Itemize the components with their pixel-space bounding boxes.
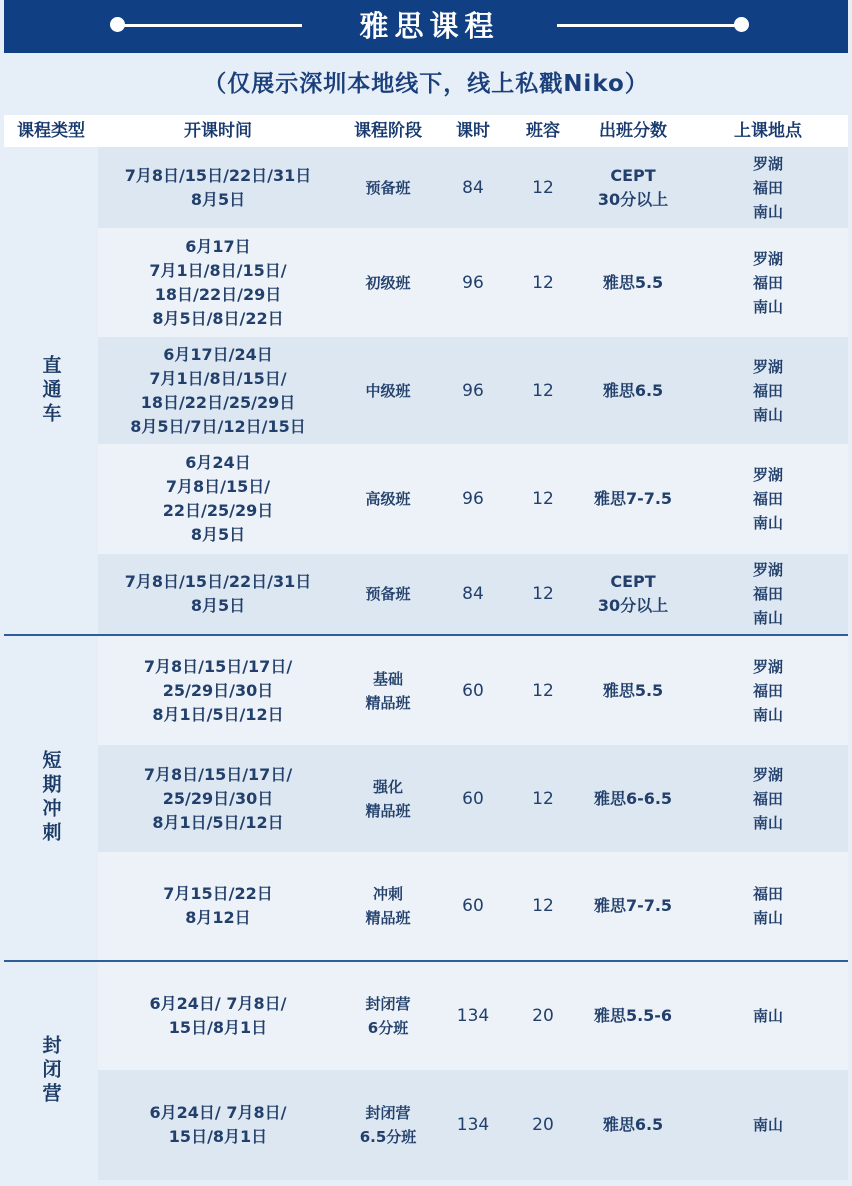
table-row [98, 636, 848, 745]
location-cell: 罗湖 福田 南山 [752, 466, 783, 532]
table-row [98, 147, 848, 228]
hours-cell: 96 [462, 489, 484, 509]
class-size-cell: 12 [532, 788, 554, 809]
score-cell: 雅思6.5 [602, 380, 664, 400]
table-row [98, 228, 848, 337]
hours-cell: 96 [462, 380, 484, 401]
location-cell: 南山 [752, 1007, 783, 1025]
stage-cell: 初级班 [365, 273, 411, 292]
column-header-score: 出班分数 [599, 121, 667, 141]
location-cell: 罗湖 福田 南山 [752, 561, 783, 627]
banner-line-right [557, 24, 742, 27]
start-date-cell: 7月8日/15日/17日/ 25/29日/30日 8月1日/5日/12日 [143, 764, 293, 832]
column-header-hours: 课时 [456, 121, 490, 141]
column-header-size: 班容 [526, 121, 560, 141]
hours-cell: 134 [456, 1115, 490, 1135]
start-date-cell: 6月24日/ 7月8日/ 15日/8月1日 [149, 1103, 287, 1146]
stage-cell: 预备班 [365, 178, 411, 197]
table-row [98, 745, 848, 852]
column-header-place: 上课地点 [734, 121, 802, 141]
hours-cell: 60 [462, 896, 484, 916]
page-title: 雅思课程 [359, 9, 500, 43]
category-cell [4, 962, 98, 1180]
class-size-cell: 20 [532, 1006, 554, 1026]
score-cell: 雅思5.5-6 [593, 1006, 673, 1025]
start-date-cell: 6月24日 7月8日/15日/ 22日/25/29日 8月5日 [162, 453, 274, 544]
class-size-cell: 20 [532, 1115, 554, 1135]
stage-cell: 封闭营 6.5分班 [359, 1104, 417, 1146]
stage-cell: 预备班 [365, 585, 411, 603]
class-size-cell: 12 [532, 896, 554, 916]
score-cell: 雅思7-7.5 [593, 489, 673, 508]
score-cell: 雅思7-7.5 [593, 896, 673, 915]
location-cell: 福田 南山 [752, 885, 783, 927]
banner-line-left [116, 24, 302, 27]
page-subtitle: （仅展示深圳本地线下，线上私戳Niko） [203, 71, 649, 97]
class-size-cell: 12 [532, 680, 554, 701]
stage-cell: 基础 精品班 [365, 669, 411, 712]
score-cell: CEPT 30分以上 [597, 165, 669, 209]
start-date-cell: 7月8日/15日/22日/31日 8月5日 [124, 165, 312, 209]
hours-cell: 60 [462, 788, 484, 809]
table-row [98, 554, 848, 634]
location-cell: 罗湖 福田 南山 [752, 154, 783, 221]
stage-cell: 中级班 [365, 381, 411, 400]
start-date-cell: 7月15日/22日 8月12日 [163, 884, 273, 927]
column-header-type: 课程类型 [17, 121, 85, 141]
class-size-cell: 12 [532, 489, 554, 509]
category-label: 直通车 [39, 354, 62, 427]
hours-cell: 60 [462, 680, 484, 701]
hours-cell: 96 [462, 272, 484, 293]
table-row [98, 852, 848, 960]
location-cell: 罗湖 福田 南山 [752, 357, 783, 424]
hours-cell: 84 [462, 177, 484, 198]
start-date-cell: 7月8日/15日/22日/31日 8月5日 [124, 572, 312, 615]
hours-cell: 84 [462, 584, 484, 604]
stage-cell: 强化 精品班 [365, 777, 411, 820]
hours-cell: 134 [456, 1006, 490, 1026]
location-cell: 罗湖 福田 南山 [752, 765, 783, 832]
stage-cell: 冲刺 精品班 [365, 885, 411, 927]
score-cell: 雅思6-6.5 [593, 788, 673, 808]
start-date-cell: 7月8日/15日/17日/ 25/29日/30日 8月1日/5日/12日 [143, 656, 293, 724]
banner-dot-right [734, 17, 749, 32]
location-cell: 南山 [752, 1116, 783, 1134]
score-cell: 雅思5.5 [602, 680, 664, 700]
table-header [4, 115, 848, 147]
column-header-stage: 课程阶段 [354, 121, 422, 141]
column-header-time: 开课时间 [184, 121, 252, 141]
table-row [98, 962, 848, 1070]
class-size-cell: 12 [532, 380, 554, 401]
start-date-cell: 6月17日 7月1日/8日/15日/ 18日/22日/29日 8月5日/8日/22日 [149, 236, 287, 328]
table-row [98, 337, 848, 444]
category-cell [4, 147, 98, 634]
location-cell: 罗湖 福田 南山 [752, 249, 783, 316]
class-size-cell: 12 [532, 584, 554, 604]
location-cell: 罗湖 福田 南山 [752, 657, 783, 724]
score-cell: CEPT 30分以上 [597, 572, 669, 615]
category-cell [4, 636, 98, 960]
table-row [98, 444, 848, 554]
category-label: 封闭营 [39, 1035, 62, 1107]
score-cell: 雅思6.5 [602, 1115, 664, 1134]
start-date-cell: 6月17日/24日 7月1日/8日/15日/ 18日/22日/25/29日 8月5日/7日/12日/15日 [130, 344, 306, 436]
class-size-cell: 12 [532, 177, 554, 198]
category-label: 短期冲刺 [39, 750, 62, 846]
score-cell: 雅思5.5 [602, 272, 664, 292]
table-row [98, 1070, 848, 1180]
start-date-cell: 6月24日/ 7月8日/ 15日/8月1日 [149, 994, 287, 1037]
title-banner [4, 0, 848, 53]
class-size-cell: 12 [532, 272, 554, 293]
stage-cell: 封闭营 6分班 [365, 995, 411, 1037]
stage-cell: 高级班 [365, 490, 411, 508]
